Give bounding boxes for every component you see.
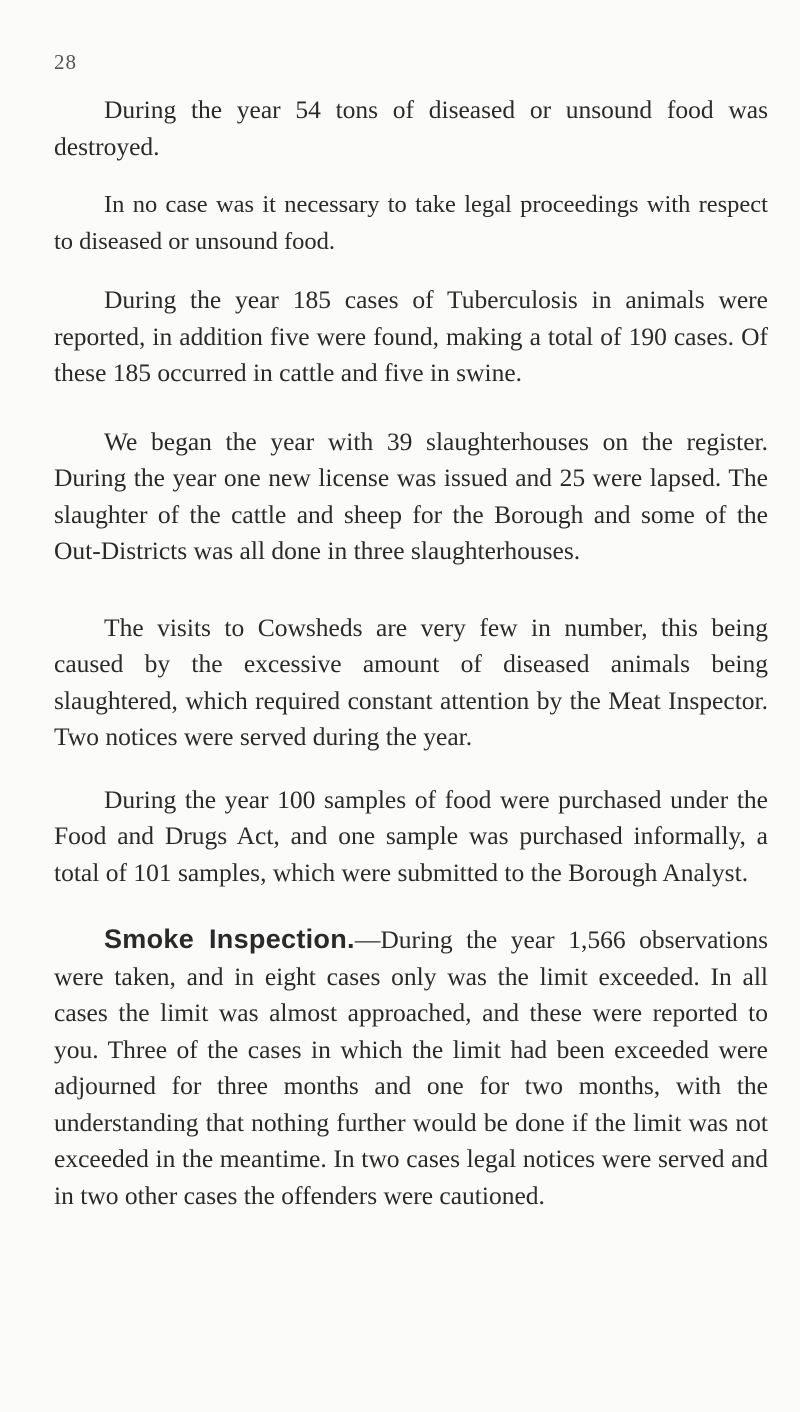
paragraph-tuberculosis: During the year 185 cases of Tuberculosis in animals were reported, in addition five were found, making a total of 190 cases. Of these 185 occurred in cattle and five in swine. (54, 285, 768, 387)
paragraph-food-destroyed: During the year 54 tons of diseased or unsound food was destroyed. (54, 95, 768, 161)
paragraph-food-samples: During the year 100 samples of food were purchased under the Food and Drugs Act, and one sample was purchased informally, a total of 101 samples, which were submitted to the Borough Analyst. (54, 784, 768, 887)
paragraph-smoke-inspection (54, 921, 768, 1214)
document-body (54, 92, 768, 1214)
paragraph-slaughterhouses: We began the year with 39 slaughterhouses on the register. During the year one new license was issued and 25 were lapsed. The slaughter of the cattle and sheep for the Borough and some of the Out-Districts was all done in three slaughterhouses. (54, 426, 768, 565)
smoke-inspection-body: —During the year 1,566 observations were taken, and in eight cases only was the limit exceeded. In all cases the limit was almost approached, and these were reported to you. Three of the cases in which the limit had been exceeded were adjourned for three months and one for two months, with the understanding that nothing further would be done if the limit was not exceeded in the meantime. In two cases legal notices were served and in two other cases the offenders were cautioned. (54, 925, 768, 1210)
section-heading-smoke-inspection: Smoke Inspection. (104, 924, 355, 954)
paragraph-legal-proceedings: In no case was it necessary to take legal proceedings with respect to diseased or unsound food. (54, 191, 768, 255)
paragraph-cowsheds: The visits to Cowsheds are very few in number, this being caused by the excessive amount of diseased animals being slaughtered, which required constant attention by the Meat Inspector. Two notices were served during the year. (54, 612, 768, 751)
page-number: 28 (54, 50, 77, 74)
